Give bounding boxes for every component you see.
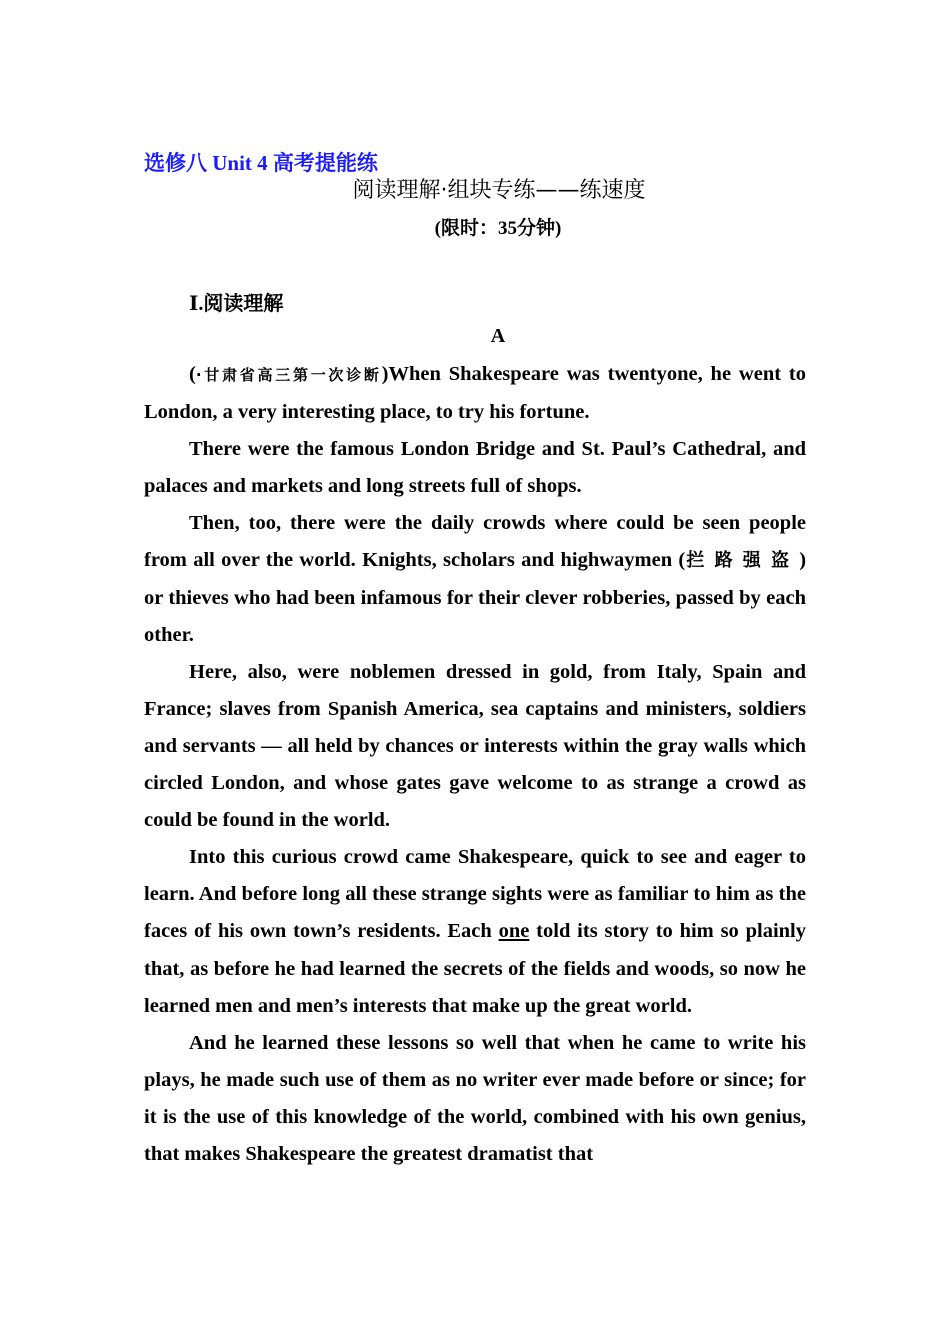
source-close: ): [381, 363, 389, 385]
paragraph-3-text-b: ) or thieves who had been infamous for their clever robberies, passed by each other.: [144, 549, 807, 646]
underlined-word: one: [498, 920, 530, 943]
section-heading: Ⅰ.阅读理解: [189, 293, 284, 315]
unit-header: 选修八 Unit 4 高考提能练: [144, 151, 378, 175]
paragraph-2: There were the famous London Bridge and St. Paul’s Cathedral, and palaces and markets and long streets full of shops.: [144, 438, 806, 498]
paragraph-1: [144, 356, 806, 431]
chinese-gloss: 拦路强盗: [685, 550, 800, 572]
time-limit: (限时：35分钟): [434, 218, 562, 239]
paragraph-5: [144, 839, 806, 1024]
paragraph-4: Here, also, were noblemen dressed in gold, from Italy, Spain and France; slaves from Spanish America, sea captains and ministers, soldiers and servants — all held by chances or interests within the gray walls which circled London, and whose gates gave welcome to as strange a crowd as could be found in the world.: [144, 660, 806, 832]
paragraph-5-text-a: Into this curious crowd came Shakespeare, quick to see and eager to learn. And before long all these strange sights were as familiar to him as the faces of his own town’s residents. Each: [144, 846, 806, 943]
paragraph-3: [144, 505, 806, 653]
paragraph-6: And he learned these lessons so well that when he came to write his plays, he made such use of them as no writer ever made before or since; for it is the use of this knowledge of the world, combined with his own genius, that makes Shakespeare the greatest dramatist that: [144, 1031, 806, 1165]
passage-label: A: [490, 325, 506, 347]
passage-body: [144, 356, 806, 1173]
page-title: 阅读理解·组块专练——练速度: [352, 178, 646, 203]
paragraph-5-text-b: told its story to him so plainly that, as before he had learned the secrets of the fields and woods, so now he learned men and men’s interests that make up the great world.: [144, 920, 806, 1017]
source-open: (: [189, 363, 196, 385]
paragraph-1-text: When Shakespeare was twentyone, he went to London, a very interesting place, to try his fortune.: [144, 363, 806, 424]
source-citation: ·甘肃省高三第一次诊断: [195, 366, 382, 384]
paragraph-3-text-a: Then, too, there were the daily crowds where could be seen people from all over the world. Knights, scholars and highwaymen (: [144, 512, 806, 572]
